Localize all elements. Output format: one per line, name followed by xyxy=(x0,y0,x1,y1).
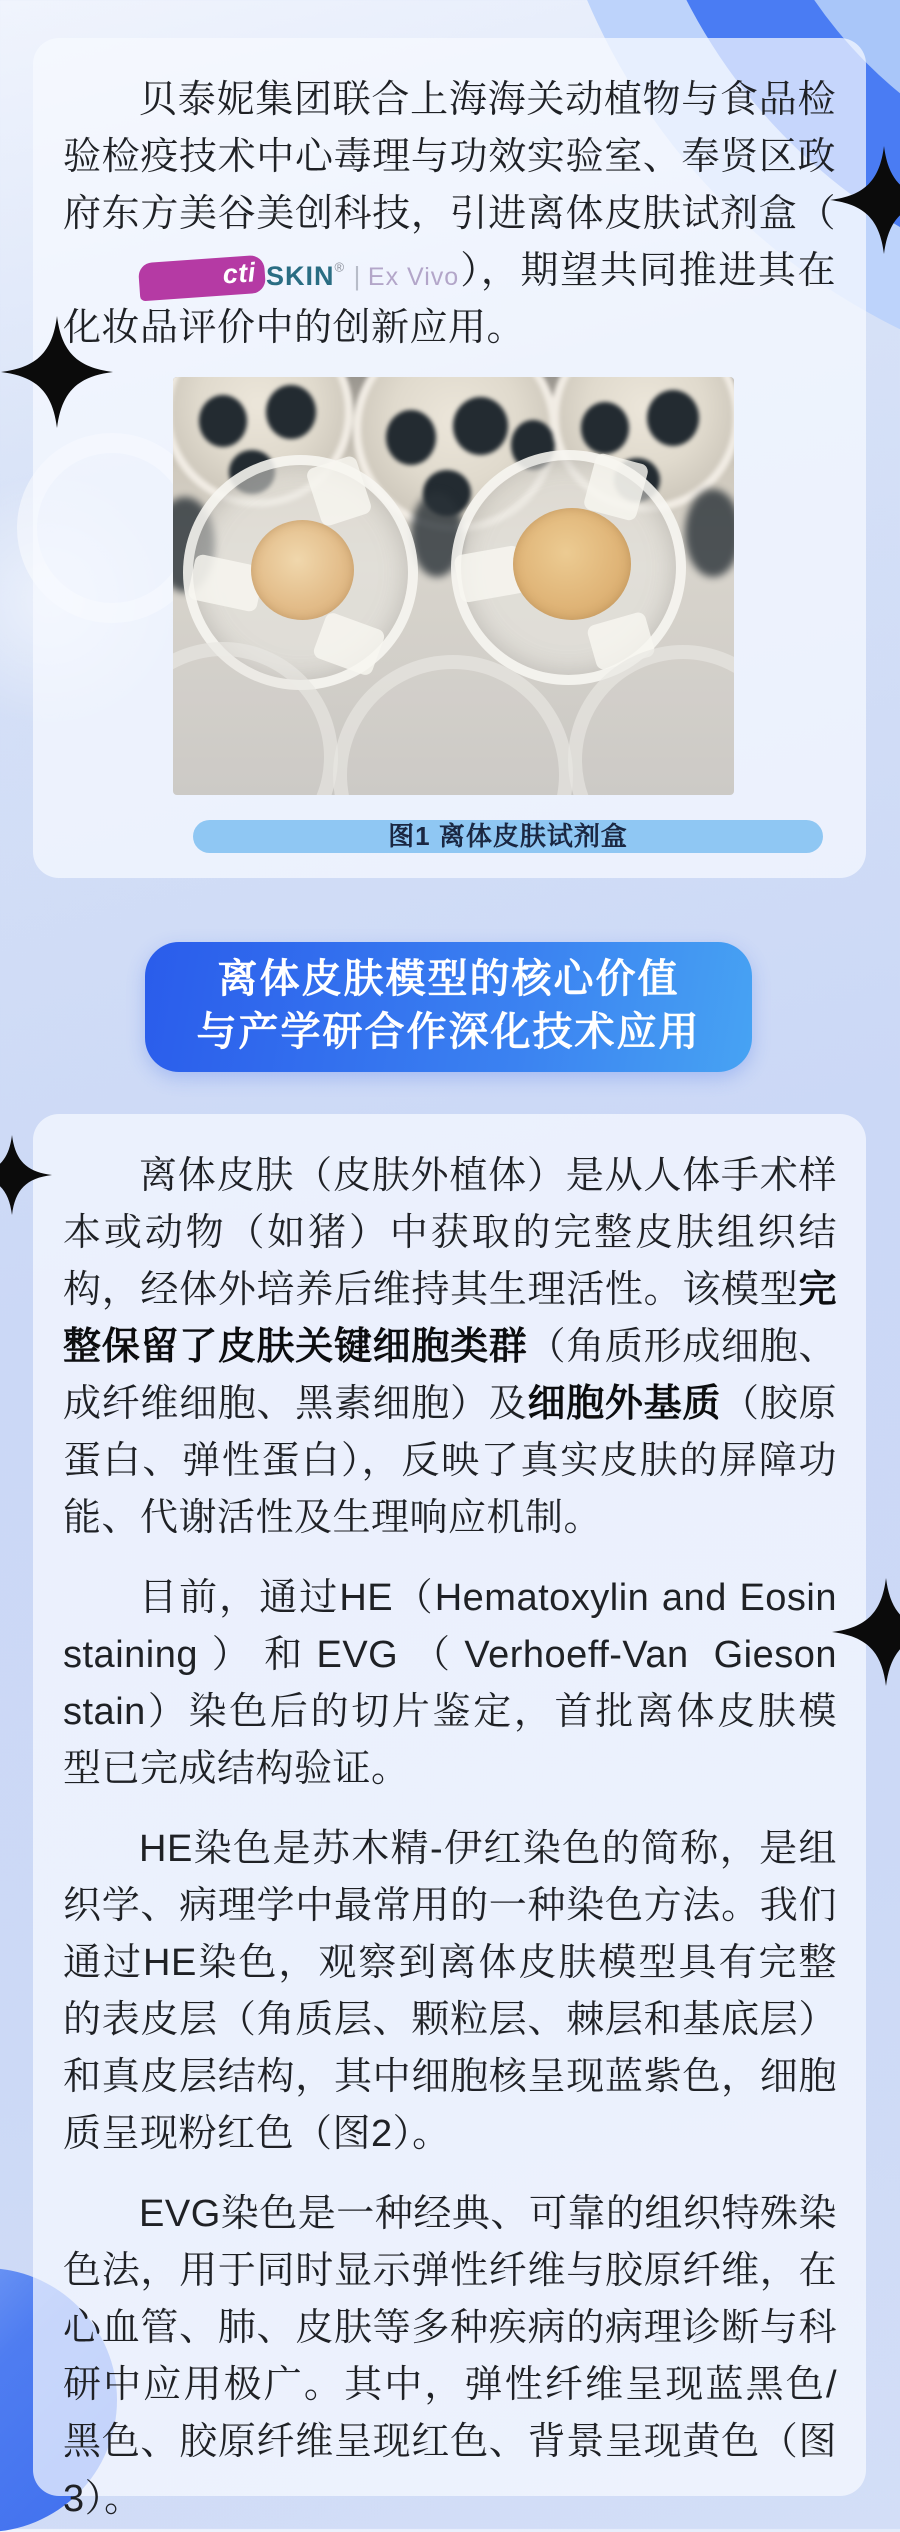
paragraph-he-staining: HE染色是苏木精-伊红染色的简称，是组织学、病理学中最常用的一种染色方法。我们通过HE染色，观察到离体皮肤模型具有完整的表皮层（角质层、颗粒层、棘层和基底层）和真皮层结构，其中细胞核呈现蓝紫色，细胞质呈现粉红色（图2）。 xyxy=(63,1828,837,2155)
text-segment: （胶原蛋白、弹性蛋白），反映了真实皮肤的屏障功能、代谢活性及生理响应机制。 xyxy=(63,1383,837,1539)
intro-paragraph-text xyxy=(63,72,836,357)
logo-exvivo-text: Ex Vivo xyxy=(367,263,460,291)
photo-insert-tab xyxy=(312,611,387,677)
sparkle-icon xyxy=(830,146,900,254)
intro-paragraph xyxy=(63,72,836,357)
photo-dark-gap xyxy=(685,489,734,577)
sparkle-icon xyxy=(1,316,113,428)
text-segment: （角质形成细胞、成纤维细胞、黑素细胞）及 xyxy=(63,1326,837,1425)
paragraph-he-evg-validation: 目前，通过HE（Hematoxylin and Eosin staining）和EVG（Verhoeff-Van Gieson stain）染色后的切片鉴定，首批离体皮肤模型已完成结构验证。 xyxy=(63,1577,837,1790)
content-card xyxy=(33,1114,866,2520)
photo-well-hole xyxy=(386,410,436,465)
photo-skin-sample-right xyxy=(513,508,631,620)
intro-text-before-logo: 贝泰妮集团联合上海海关动植物与食品检验检疫技术中心毒理与功效实验室、奉贤区政府东方美谷美创科技，引进离体皮肤试剂盒（ xyxy=(63,79,836,235)
figure1-caption: 图1 离体皮肤试剂盒 xyxy=(193,820,823,853)
photo-well-hole xyxy=(266,385,316,439)
section-banner xyxy=(145,942,752,1072)
ctiskin-logo xyxy=(63,254,459,297)
logo-divider: | xyxy=(353,261,361,291)
sparkle-icon xyxy=(0,1135,52,1215)
photo-well-hole xyxy=(581,402,629,454)
paragraph-ex-vivo-skin xyxy=(63,1148,837,1547)
banner-line2: 与产学研合作深化技术应用 xyxy=(196,1010,701,1054)
logo-skin-text: SKIN xyxy=(266,261,335,291)
logo-registered-mark: ® xyxy=(334,259,345,275)
banner-line1: 离体皮肤模型的核心价值 xyxy=(217,957,680,1001)
content-paragraphs xyxy=(63,1148,837,2528)
figure1-photo xyxy=(173,377,734,795)
text-segment: 离体皮肤（皮肤外植体）是从人体手术样本或动物（如猪）中获取的完整皮肤组织结构，经体外培养后维持其生理活性。该模型 xyxy=(63,1155,837,1311)
logo-cti-badge: cti xyxy=(138,255,266,302)
intro-card xyxy=(33,38,866,878)
bold-text-segment: 细胞外基质 xyxy=(527,1383,722,1425)
photo-well-hole xyxy=(647,390,699,446)
bold-text-segment: 完整保留了皮肤关键细胞类群 xyxy=(63,1269,837,1368)
photo-skin-sample-left xyxy=(251,520,354,620)
paragraph-evg-staining: EVG染色是一种经典、可靠的组织特殊染色法，用于同时显示弹性纤维与胶原纤维，在心血管、肺、皮肤等多种疾病的病理诊断与科研中应用极广。其中，弹性纤维呈现蓝黑色/黑色、胶原纤维呈现红色、背景呈现黄色（图3）。 xyxy=(63,2193,837,2520)
sparkle-icon xyxy=(832,1578,900,1686)
photo-well-hole xyxy=(199,395,247,447)
intro-text-after-logo: ），期望共同推进其在化妆品评价中的创新应用。 xyxy=(63,250,836,349)
photo-well-hole xyxy=(453,397,508,455)
